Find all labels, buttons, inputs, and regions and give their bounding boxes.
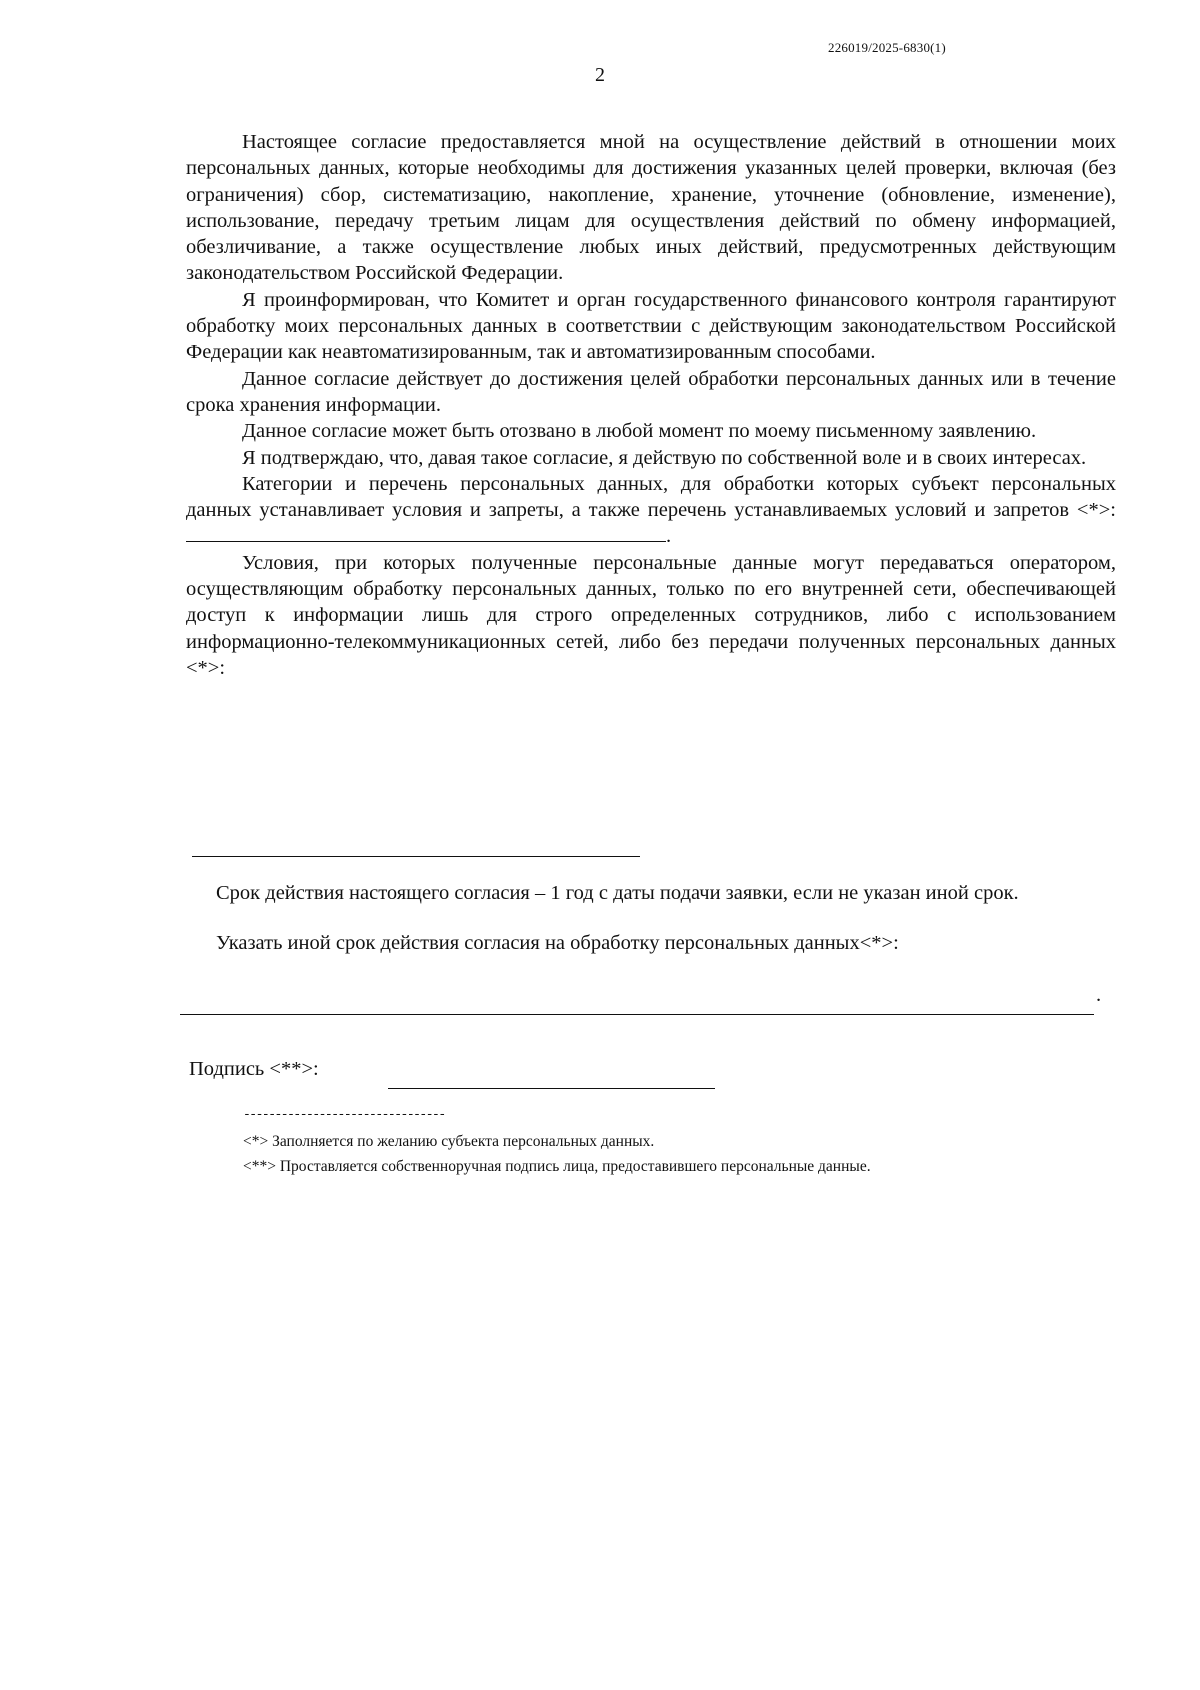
paragraph-validity: Данное согласие действует до достижения целей обработки персональных данных или в течение срока хранения информации. [186,367,1116,416]
term-section [186,880,1116,906]
footnote-separator: -------------------------------- [243,1107,445,1122]
consent-body [186,129,1116,681]
other-term-label: Указать иной срок действия согласия на обработку персональных данных<*>: [216,932,899,954]
footnote-optional: <*> Заполняется по желанию субъекта персональных данных. [243,1133,655,1150]
page-number: 2 [595,64,605,86]
categories-text: Категории и перечень персональных данных, для обработки которых субъект персональных данных устанавливает условия и запреты, а также перечень устанавливаемых условий и запретов <*>: [186,472,1116,522]
paragraph-transfer-conditions: Условия, при которых полученные персональные данные могут передаваться оператором, осуществляющим обработку персональных данных, только по его внутренней сети, обеспечивающей доступ к информации лишь для строго определенных сотрудников, либо с использованием информационно-телекоммуникационных сетей, либо без передачи полученных персональных данных <*>: [186,551,1116,679]
signature-label: Подпись <**>: [189,1058,319,1080]
categories-end-mark: . [666,525,672,548]
paragraph-informed: Я проинформирован, что Комитет и орган государственного финансового контроля гарантируют обработку моих персональных данных в соответствии с действующим законодательством Российской Федерации как неавтоматизированным, так и автоматизированным способами. [186,288,1116,364]
categories-blank-field[interactable] [186,523,666,542]
footnote-signature: <**> Проставляется собственноручная подпись лица, предоставившего персональные данные. [243,1158,871,1175]
paragraph-revocation: Данное согласие может быть отозвано в любой момент по моему письменному заявлению. [242,420,1037,443]
signature-blank-field[interactable] [388,1088,715,1089]
other-term-blank-field[interactable] [180,1014,1094,1015]
paragraph-categories [186,471,1116,550]
term-text: Срок действия настоящего согласия – 1 год с даты подачи заявки, если не указан иной срок. [216,882,1019,904]
footnotes [243,1129,871,1179]
paragraph-consent-scope: Настоящее согласие предоставляется мной на осуществление действий в отношении моих персональных данных, которые необходимы для достижения указанных целей проверки, включая (без ограничения) сбор, систематизацию, накопление, хранение, уточнение (обновление, изменение), использование, передачу третьим лицам для осуществления действий по обмену информацией, обезличивание, а также осуществление любых иных действий, предусмотренных действующим законодательством Российской Федерации. [186,131,1116,285]
transfer-conditions-blank-field[interactable] [192,856,640,857]
document-registration-number: 226019/2025-6830(1) [828,40,946,55]
other-term-end-mark: . [1096,984,1102,1006]
paragraph-free-will: Я подтверждаю, что, давая такое согласие, я действую по собственной воле и в своих интересах. [242,446,1087,469]
